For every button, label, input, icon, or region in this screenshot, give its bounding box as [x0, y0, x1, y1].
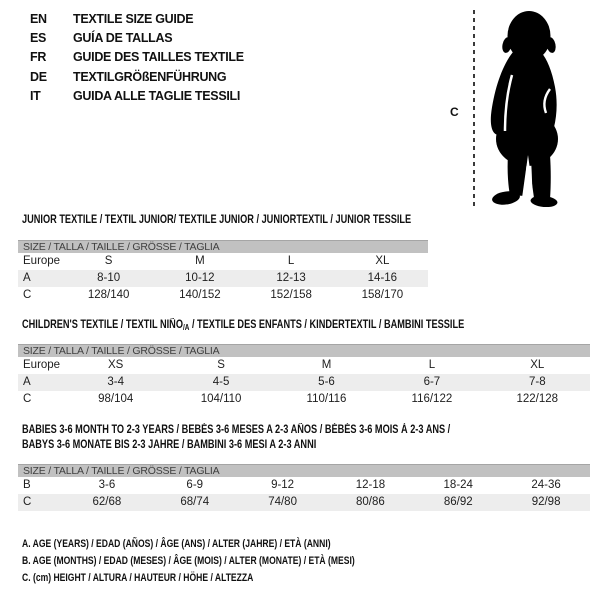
language-label: GUIDE DES TAILLES TEXTILE	[73, 50, 244, 65]
size-cell: 8-10	[97, 272, 121, 284]
size-cell: 74/80	[268, 496, 297, 508]
table-row	[18, 477, 590, 494]
language-code: ES	[30, 31, 47, 46]
size-cell: 110/116	[306, 393, 347, 405]
row-label: C	[23, 289, 32, 301]
size-cell: 3-4	[107, 376, 124, 388]
size-cell: 12-18	[355, 479, 386, 491]
size-header-band: SIZE / TALLA / TAILLE / GRÖSSE / TAGLIA	[18, 344, 590, 357]
size-cell: 12-13	[276, 272, 306, 284]
language-code: DE	[30, 69, 47, 84]
size-cell: 92/98	[531, 496, 561, 508]
size-cell: 98/104	[98, 393, 134, 405]
table-row	[18, 374, 590, 391]
size-cell: 9-12	[271, 479, 295, 491]
junior-size-table	[18, 240, 428, 304]
size-cell: 6-9	[186, 479, 204, 491]
table-row	[18, 494, 590, 511]
language-code: IT	[30, 88, 41, 103]
size-cell: XS	[108, 359, 124, 371]
footnote-age-years-text: A. AGE (YEARS) / EDAD (AÑOS) / ÂGE (ANS) / ALTER (JAHRE) / ETÀ (ANNI)	[22, 538, 331, 550]
footnotes	[22, 536, 449, 587]
size-cell: 128/140	[87, 289, 130, 301]
children-table-title	[22, 318, 575, 335]
footnote-height	[22, 570, 449, 587]
footnote-age-months	[22, 553, 449, 570]
size-cell: 104/110	[200, 393, 242, 405]
size-cell: 6-7	[423, 376, 441, 388]
size-cell: 3-6	[98, 479, 116, 491]
height-measure-dashed-line	[473, 10, 475, 208]
junior-table-title	[22, 213, 508, 228]
size-header-band: SIZE / TALLA / TAILLE / GRÖSSE / TAGLIA	[18, 240, 428, 253]
size-cell: M	[195, 255, 205, 267]
row-label: B	[23, 479, 31, 491]
size-cell: M	[321, 359, 332, 371]
size-cell: 7-8	[528, 376, 546, 388]
size-cell: 24-36	[531, 479, 561, 491]
footnote-age-years	[22, 536, 449, 553]
babies-table-title-line2: BABYS 3-6 MONATE BIS 2-3 JAHRE / BAMBINI 3-6 MESI A 2-3 ANNI	[22, 439, 317, 451]
size-cell: 140/152	[179, 289, 221, 301]
size-cell: L	[287, 255, 295, 267]
size-cell: L	[428, 359, 436, 371]
table-row	[18, 253, 428, 270]
size-cell: 86/92	[443, 496, 473, 508]
size-cell: 4-5	[212, 376, 230, 388]
table-row	[18, 270, 428, 287]
children-table-title-subscript: /A	[182, 323, 190, 332]
size-cell: 122/128	[516, 393, 559, 405]
row-label: Europe	[23, 255, 61, 267]
table-row	[18, 357, 590, 374]
size-cell: 116/122	[411, 393, 453, 405]
footnote-age-months-text: B. AGE (MONTHS) / EDAD (MESES) / ÂGE (MOIS) / ALTER (MONATE) / ETÀ (MESI)	[22, 555, 355, 567]
size-cell: 14-16	[367, 272, 398, 284]
babies-size-table	[18, 464, 590, 511]
language-label: GUÍA DE TALLAS	[73, 31, 173, 46]
size-cell: 10-12	[185, 272, 215, 284]
language-label: TEXTILGRÖßENFÜHRUNG	[73, 69, 227, 84]
size-cell: 68/74	[180, 496, 210, 508]
row-label: Europe	[23, 359, 61, 371]
language-label: GUIDA ALLE TAGLIE TESSILI	[73, 88, 241, 103]
babies-table-title	[22, 423, 557, 453]
row-label: C	[23, 393, 32, 405]
size-header-band: SIZE / TALLA / TAILLE / GRÖSSE / TAGLIA	[18, 464, 590, 477]
toddler-silhouette-icon	[481, 5, 577, 207]
babies-table-title-line1: BABIES 3-6 MONTH TO 2-3 YEARS / BEBÉS 3-6 MESES A 2-3 AÑOS / BÉBÉS 3-6 MOIS À 2-3 ANS /	[22, 424, 451, 436]
row-label: A	[23, 272, 31, 284]
footnote-height-text: C. (cm) HEIGHT / ALTURA / HAUTEUR / HÖHE / ALTEZZA	[22, 572, 254, 584]
size-cell: XL	[530, 359, 545, 371]
row-label: A	[23, 376, 31, 388]
size-cell: 5-6	[318, 376, 335, 388]
size-cell: 80/86	[356, 496, 385, 508]
children-table-title-text: / TEXTILE DES ENFANTS / KINDERTEXTIL / BAMBINI TESSILE	[189, 319, 465, 331]
language-code: EN	[30, 12, 47, 26]
language-label: TEXTILE SIZE GUIDE	[73, 12, 194, 26]
measure-label-c: C	[450, 105, 459, 119]
row-label: C	[23, 496, 32, 508]
language-code: FR	[30, 50, 47, 65]
language-legend	[30, 10, 244, 106]
size-cell: 152/158	[270, 289, 312, 301]
junior-table-title-text: JUNIOR TEXTILE / TEXTIL JUNIOR/ TEXTILE JUNIOR / JUNIORTEXTIL / JUNIOR TESSILE	[22, 214, 412, 226]
size-cell: S	[217, 359, 225, 371]
size-cell: S	[104, 255, 113, 267]
children-table-title-text: CHILDREN'S TEXTILE / TEXTIL NIÑO	[22, 319, 183, 331]
table-row	[18, 391, 590, 408]
children-size-table	[18, 344, 590, 408]
size-cell: 62/68	[92, 496, 122, 508]
size-cell: 158/170	[361, 289, 404, 301]
table-row	[18, 287, 428, 304]
size-cell: XL	[375, 255, 390, 267]
size-cell: 18-24	[443, 479, 473, 491]
